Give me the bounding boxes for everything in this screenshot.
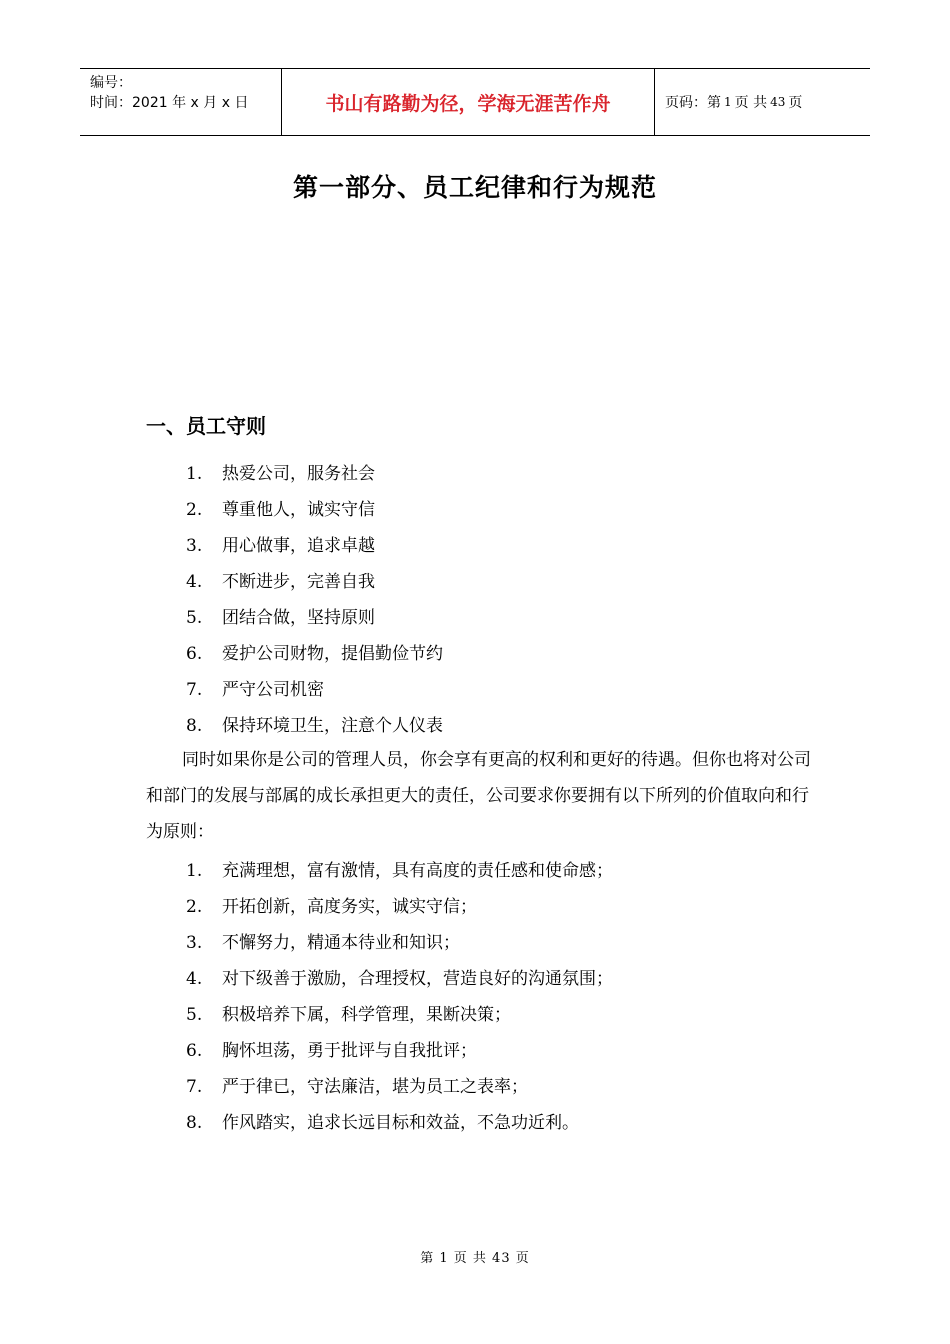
- list-item: [186, 1105, 613, 1141]
- item-text: 作风踏实，追求长远目标和效益，不急功近利。: [222, 1113, 579, 1133]
- list-item: [186, 1033, 613, 1069]
- list-item: [186, 925, 613, 961]
- item-text: 严守公司机密: [222, 680, 324, 700]
- list-item: [186, 636, 443, 672]
- item-text: 开拓创新，高度务实，诚实守信；: [222, 897, 477, 917]
- item-number: 6.: [186, 644, 203, 664]
- header-table: [80, 68, 870, 136]
- item-text: 胸怀坦荡，勇于批评与自我批评；: [222, 1041, 477, 1061]
- list-item: [186, 961, 613, 997]
- page-mid: 页 共: [734, 95, 768, 111]
- list-item: [186, 492, 443, 528]
- item-number: 6.: [186, 1041, 203, 1061]
- item-number: 5.: [186, 608, 203, 628]
- number-label: 编号：: [90, 75, 132, 91]
- page-suffix: 页: [788, 95, 803, 111]
- list-item: [186, 853, 613, 889]
- section-heading: 一、员工守则: [146, 414, 266, 438]
- list-item: [186, 997, 613, 1033]
- list-item: [186, 672, 443, 708]
- page-footer: 第 1 页 共 43 页: [420, 1251, 530, 1266]
- item-text: 严于律已，守法廉洁，堪为员工之表率；: [222, 1077, 528, 1097]
- item-number: 7.: [186, 680, 203, 700]
- header-meta-cell: [80, 69, 282, 135]
- item-number: 7.: [186, 1077, 203, 1097]
- manager-principles-list: [186, 853, 613, 1141]
- item-text: 积极培养下属，科学管理，果断决策；: [222, 1005, 511, 1025]
- list-item: [186, 1069, 613, 1105]
- item-number: 2.: [186, 500, 203, 520]
- item-number: 8.: [186, 1113, 203, 1133]
- list-item: [186, 600, 443, 636]
- employee-rules-list: [186, 456, 443, 744]
- body-paragraph: 同时如果你是公司的管理人员，你会享有更高的权利和更好的待遇。但你也将对公司和部门的发展与部属的成长承担更大的责任，公司要求你要拥有以下所列的价值取向和行为原则：: [146, 750, 811, 842]
- list-item: [186, 708, 443, 744]
- item-number: 8.: [186, 716, 203, 736]
- motto-text: 书山有路勤为径，学海无涯苦作舟: [325, 92, 611, 115]
- time-label: 时间：2021 年 x 月 x 日: [90, 95, 249, 111]
- item-text: 团结合做，坚持原则: [222, 608, 375, 628]
- item-number: 3.: [186, 536, 203, 556]
- list-item: [186, 564, 443, 600]
- item-text: 用心做事，追求卓越: [222, 536, 375, 556]
- page-current: 1: [724, 95, 732, 109]
- item-number: 1.: [186, 861, 203, 881]
- page-total: 43: [770, 95, 786, 109]
- header-page-cell: [655, 69, 870, 135]
- item-number: 4.: [186, 572, 203, 592]
- item-text: 不懈努力，精通本待业和知识；: [222, 933, 460, 953]
- item-text: 热爱公司，服务社会: [222, 464, 375, 484]
- item-text: 爱护公司财物，提倡勤俭节约: [222, 644, 443, 664]
- item-text: 充满理想，富有激情，具有高度的责任感和使命感；: [222, 861, 613, 881]
- list-item: [186, 889, 613, 925]
- page-prefix: 页码：第: [665, 95, 721, 111]
- item-text: 对下级善于激励，合理授权，营造良好的沟通氛围；: [222, 969, 613, 989]
- item-number: 5.: [186, 1005, 203, 1025]
- item-number: 2.: [186, 897, 203, 917]
- item-number: 4.: [186, 969, 203, 989]
- item-text: 保持环境卫生，注意个人仪表: [222, 716, 443, 736]
- list-item: [186, 528, 443, 564]
- list-item: [186, 456, 443, 492]
- item-number: 3.: [186, 933, 203, 953]
- item-text: 不断进步，完善自我: [222, 572, 375, 592]
- document-title: 第一部分、员工纪律和行为规范: [292, 173, 657, 202]
- item-number: 1.: [186, 464, 203, 484]
- header-motto-cell: [282, 69, 655, 135]
- item-text: 尊重他人，诚实守信: [222, 500, 375, 520]
